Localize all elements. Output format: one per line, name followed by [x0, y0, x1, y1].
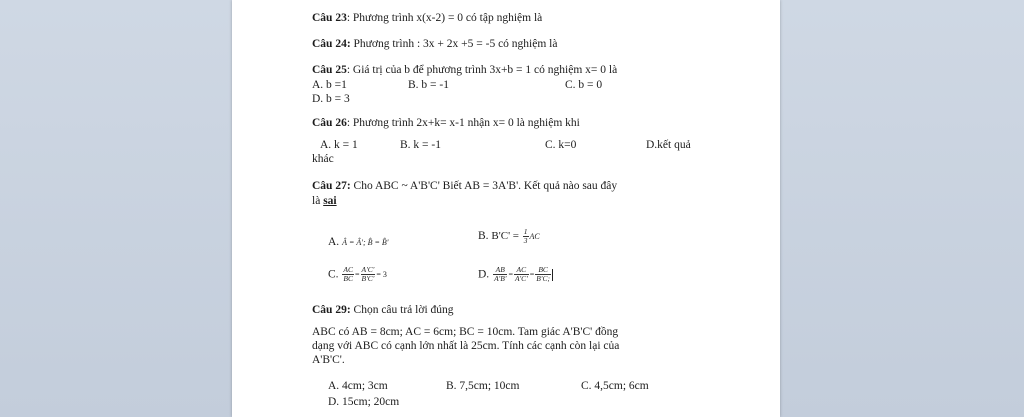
- question-23: Câu 23: Phương trình x(x-2) = 0 có tập nghiệm là: [312, 12, 543, 24]
- q29-paragraph-line-1: ABC có AB = 8cm; AC = 6cm; BC = 10cm. Tam giác A'B'C' đồng: [312, 326, 619, 338]
- question-26: Câu 26: Phương trình 2x+k= x-1 nhận x= 0 là nghiệm khi: [312, 117, 580, 129]
- question-29: Câu 29: Chọn câu trả lời đúng: [312, 304, 454, 316]
- question-25: Câu 25: Giá trị của b để phương trình 3x+b = 1 có nghiệm x= 0 là: [312, 64, 618, 76]
- q26-option-a: A. k = 1: [320, 139, 358, 151]
- left-margin: [0, 0, 232, 417]
- question-24: Câu 24: Phương trình : 3x + 2x +5 = -5 có nghiệm là: [312, 38, 558, 50]
- q27-option-d-fraction-1: $\frac{AB}{A'B'}$: [494, 265, 507, 283]
- q27-option-d-fraction-3: $\frac{BC}{B'C;}$: [536, 265, 550, 283]
- q27-option-a: A. Â = Â'; B̂ = B̂': [328, 236, 389, 248]
- q29-option-d: D. 15cm; 20cm: [328, 396, 400, 408]
- q27-option-b: B. B'C' = $\frac{1}{3}$ AC: [478, 227, 540, 245]
- q27-option-c-fraction-2: $\frac{A'C'}{B'C'}$: [361, 265, 375, 283]
- q29-option-c: C. 4,5cm; 6cm: [581, 380, 649, 392]
- q25-option-d: D. b = 3: [312, 93, 350, 105]
- q29-paragraph-line-3: A'B'C'.: [312, 354, 345, 366]
- q25-option-c: C. b = 0: [565, 79, 603, 91]
- q27-option-c-fraction-1: $\frac{AC}{BC}$: [343, 265, 354, 283]
- right-margin: [780, 0, 1024, 417]
- q25-option-a: A. b =1: [312, 79, 347, 91]
- q29-option-b: B. 7,5cm; 10cm: [446, 380, 520, 392]
- q27-option-d: D. $\frac{AB}{A'B'}$ = $\frac{AC}{A'C'}$ = $\frac{BC}{B'C;}$: [478, 266, 553, 283]
- q27-option-d-fraction-2: $\frac{AC}{A'C'}$: [514, 265, 528, 283]
- q27-option-a-expr: Â = Â'; B̂ = B̂': [342, 238, 389, 247]
- q29-option-a: A. 4cm; 3cm: [328, 380, 388, 392]
- text-cursor: [552, 269, 553, 281]
- q26-option-d: D.kết quả: [646, 139, 691, 151]
- question-27: Câu 27: Cho ABC ~ A'B'C' Biết AB = 3A'B'. Kết quả nào sau đây: [312, 180, 618, 192]
- document-page: [232, 0, 780, 417]
- q25-option-b: B. b = -1: [408, 79, 449, 91]
- q27-line-2: là sai: [312, 195, 337, 207]
- q26-option-c: C. k=0: [545, 139, 577, 151]
- q26-option-d-cont: khác: [312, 153, 334, 165]
- q27-option-b-fraction: $\frac{1}{3}$: [523, 227, 528, 245]
- q27-option-c: C. $\frac{AC}{BC}$ = $\frac{A'C'}{B'C'}$ = 3: [328, 265, 387, 283]
- q26-option-b: B. k = -1: [400, 139, 441, 151]
- q29-paragraph-line-2: dạng với ABC có cạnh lớn nhất là 25cm. Tính các cạnh còn lại của: [312, 340, 620, 352]
